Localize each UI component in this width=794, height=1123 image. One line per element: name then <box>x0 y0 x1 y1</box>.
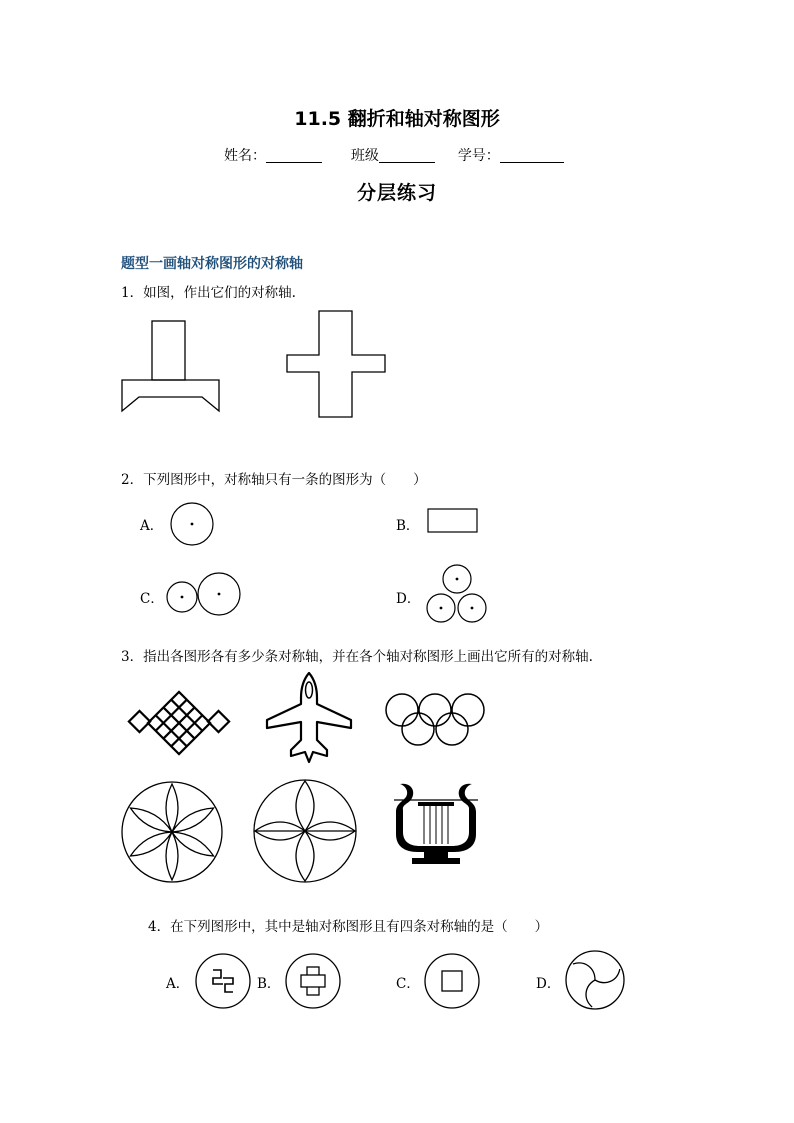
q2-option-d-figure[interactable] <box>423 564 491 626</box>
q1-figure-cross-shape <box>285 308 388 421</box>
question-2-text: 2．下列图形中，对称轴只有一条的图形为（ ） <box>121 472 427 488</box>
q4-option-d-label[interactable]: D． <box>536 976 561 992</box>
q3-figure-six-petal-rosette <box>118 778 226 886</box>
q3-figure-chinese-knot <box>120 688 238 758</box>
q2-option-c-figure[interactable] <box>164 570 244 616</box>
class-blank[interactable] <box>379 148 435 163</box>
page-subtitle: 分层练习 <box>356 182 437 204</box>
question-3-text: 3．指出各图形各有多少条对称轴，并在各个轴对称图形上画出它所有的对称轴. <box>121 649 593 665</box>
q2-option-a-label[interactable]: A． <box>140 518 164 534</box>
q2-option-c-label[interactable]: C． <box>140 591 164 607</box>
class-label: 班级 <box>350 148 379 164</box>
id-label: 学号： <box>457 148 500 164</box>
q4-option-b-figure[interactable] <box>283 951 343 1011</box>
q3-figure-olympic-rings <box>384 690 488 750</box>
id-blank[interactable] <box>500 148 564 163</box>
name-label: 姓名： <box>224 148 266 164</box>
q1-figure-t-shape <box>118 318 223 416</box>
q4-option-a-label[interactable]: A． <box>166 976 190 992</box>
q3-figure-four-petal-flower <box>250 776 360 886</box>
q4-option-d-figure[interactable] <box>563 948 627 1012</box>
q4-option-b-label[interactable]: B． <box>257 976 281 992</box>
q3-figure-airplane <box>265 670 353 768</box>
q2-option-d-label[interactable]: D． <box>396 591 421 607</box>
q2-option-a-figure[interactable] <box>168 500 216 548</box>
section-heading: 题型一画轴对称图形的对称轴 <box>121 256 303 272</box>
q4-option-a-figure[interactable] <box>193 951 253 1011</box>
q2-option-b-label[interactable]: B． <box>396 518 420 534</box>
page-title: 11.5 翻折和轴对称图形 <box>294 108 500 130</box>
question-1-text: 1．如图，作出它们的对称轴. <box>121 285 296 301</box>
q3-figure-lyre <box>390 780 482 868</box>
q2-option-b-figure[interactable] <box>426 506 480 536</box>
student-info-line <box>224 145 564 165</box>
q4-option-c-label[interactable]: C． <box>396 976 420 992</box>
q4-option-c-figure[interactable] <box>422 951 482 1011</box>
question-4-text: 4．在下列图形中，其中是轴对称图形且有四条对称轴的是（ ） <box>148 919 549 935</box>
name-blank[interactable] <box>266 148 322 163</box>
